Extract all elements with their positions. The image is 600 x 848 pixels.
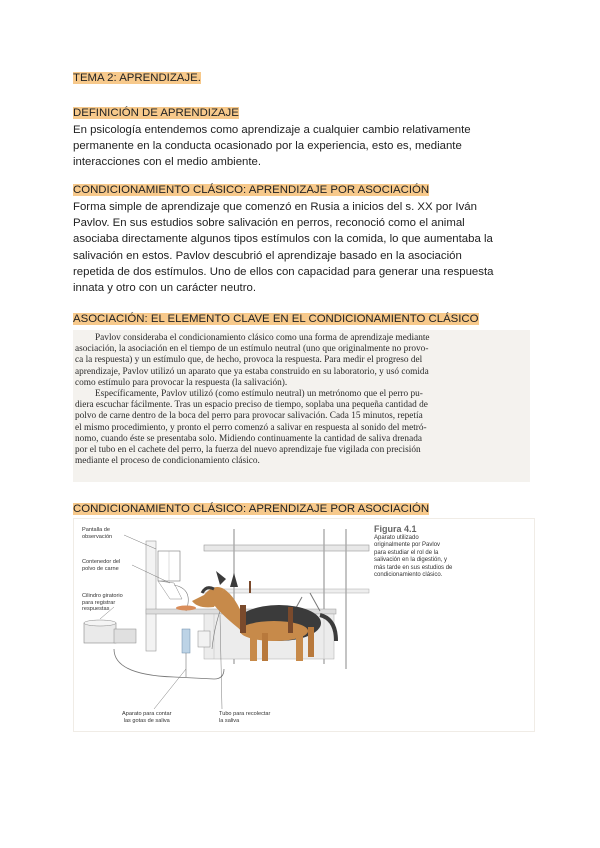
book-excerpt-image: Pavlov consideraba el condicionamiento clásico como una forma de aprendizaje mediante asociación, la asociación en el tiempo de un estímulo neutral (uno que originalmente no provo- ca la respuesta) y un estímulo que, de hecho, provoca la respuesta. Para medir el progreso del aprendizaje, Pavlov utilizó un aparato que ya estaba construido en su laboratorio, y usó comida como estímulo para provocar la respuesta (la salivación). Específicamente, Pavlov utilizó (como estímulo neutral) un metrónomo que el perro pu- diera escuchar fácilmente. Tras un espacio preciso de tiempo, soplaba una pequeña cantidad de polvo de carne dentro de la boca del perro para provocar salivación. Cada 15 minutos, repetía el mismo procedimiento, y pronto el perro comenzó a salivar en respuesta al sonido del metró- nomo, cuando éste se presentaba solo. Midiendo continuamente la cantidad de saliva drenada por el tubo en el cachete del perro, la fuerza del nuevo aprendizaje fue vigilada con precisión mediante el proceso de condicionamiento clásico. [73,330,530,482]
association-heading: ASOCIACIÓN: EL ELEMENTO CLAVE EN EL CONDICIONAMIENTO CLÁSICO [73,313,479,325]
topic-heading: TEMA 2: APRENDIZAJE. [73,72,201,84]
classical-conditioning-heading: CONDICIONAMIENTO CLÁSICO: APRENDIZAJE POR ASOCIACIÓN [73,184,430,196]
pavlov-apparatus-illustration [74,519,374,731]
classical-conditioning-paragraph: Forma simple de aprendizaje que comenzó en Rusia a inicios del s. XX por Iván Pavlov. En sus estudios sobre salivación en perros, reconoció como el animal asociaba directamente algunos tipos estímulos con la comida, lo que aumentaba la salivación en estos. Pavlov descubrió el aprendizaje basado en la asociación repetida de dos estímulos. Uno de ellos con capacidad para generar una respuesta innata y otro con un carácter neutro. [73,201,494,295]
definition-heading: DEFINICIÓN DE APRENDIZAJE [73,107,239,119]
label-tubo: Tubo para recolectar la saliva [219,711,271,724]
definition-paragraph: En psicología entendemos como aprendizaje a cualquier cambio relativamente permanente en la conducta ocasionado por la experiencia, esto es, mediante interacciones con el medio ambiente. [73,124,471,169]
figure-caption: Figura 4.1 Aparato utilizado originalmente por Pavlov para estudiar el rol de la salivación en la digestión, y más tarde en sus estudios de condicionamiento clásico. [374,524,453,579]
label-pantalla: Pantalla de observación [82,527,113,540]
classical-conditioning-heading-2: CONDICIONAMIENTO CLÁSICO: APRENDIZAJE POR ASOCIACIÓN [73,503,430,515]
label-contenedor: Contenedor del polvo de carne [82,559,121,572]
label-cilindro: Cilindro giratorio para registrar respuestas [82,593,123,613]
label-aparato: Aparato para contar las gotas de saliva [122,711,172,724]
pavlov-apparatus-figure [73,518,535,732]
